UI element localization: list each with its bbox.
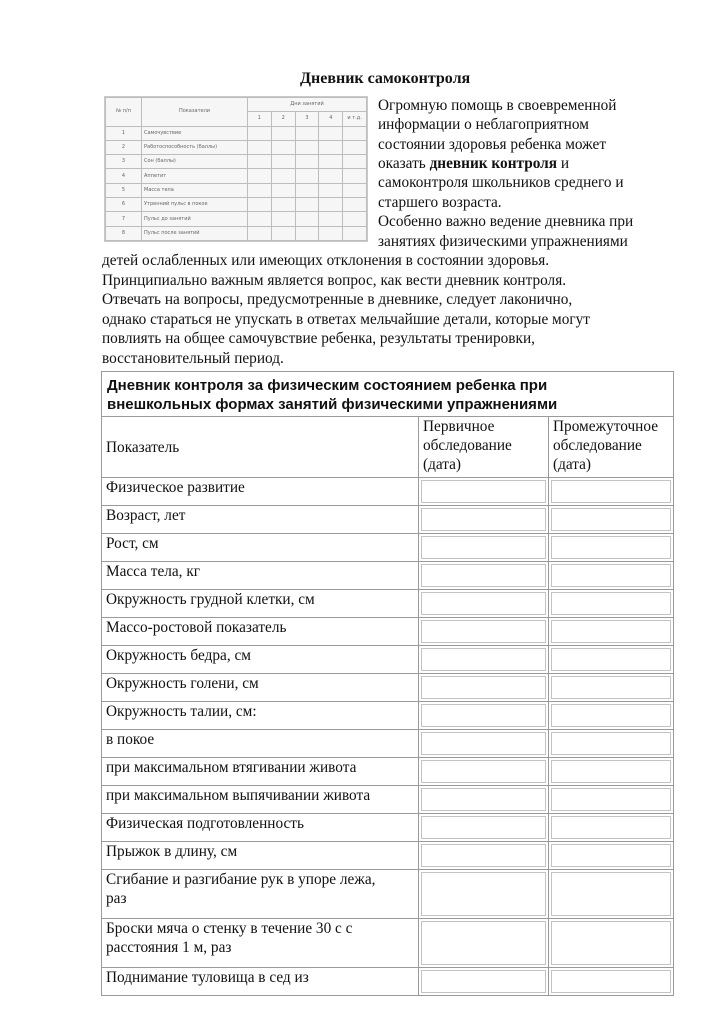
primary-cell[interactable] <box>421 564 546 587</box>
table-row: Масса тела, кг <box>102 562 674 590</box>
primary-cell[interactable] <box>421 760 546 783</box>
header-indicator: Показатель <box>102 417 419 478</box>
thumb-day: 3 <box>295 112 319 126</box>
interim-cell[interactable] <box>551 816 671 839</box>
table-row: Окружность талии, см: <box>102 702 674 730</box>
interim-cell[interactable] <box>551 536 671 559</box>
thumb-row: 1 Самочувствие <box>106 126 367 140</box>
intro-line: Принципиально важным является вопрос, как вести дневник контроля. <box>102 272 567 289</box>
primary-cell[interactable] <box>421 536 546 559</box>
table-row: Окружность бедра, см <box>102 646 674 674</box>
table-row: Окружность голени, см <box>102 674 674 702</box>
table-row: Прыжок в длину, см <box>102 842 674 870</box>
thumb-col-num: № п/п <box>106 98 142 127</box>
table-row: Физическая подготовленность <box>102 814 674 842</box>
thumb-row: 4 Аппетит <box>106 169 367 183</box>
interim-cell[interactable] <box>551 872 671 916</box>
primary-cell[interactable] <box>421 508 546 531</box>
interim-cell[interactable] <box>551 788 671 811</box>
intro-line: Огромную помощь в своевременной <box>378 97 617 114</box>
primary-cell[interactable] <box>421 592 546 615</box>
interim-cell[interactable] <box>551 648 671 671</box>
table-row: Возраст, лет <box>102 506 674 534</box>
table-row: Массо-ростовой показатель <box>102 618 674 646</box>
thumb-row: 8 Пульс после занятий <box>106 226 367 240</box>
thumb-day: и т.д. <box>343 112 367 126</box>
intro-line: информации о неблагоприятном <box>378 116 589 133</box>
interim-cell[interactable] <box>551 732 671 755</box>
thumb-row: 7 Пульс до занятий <box>106 212 367 226</box>
header-interim: Промежуточное обследование (дата) <box>549 417 674 478</box>
primary-cell[interactable] <box>421 676 546 699</box>
table-row: при максимальном выпячивании живота <box>102 786 674 814</box>
table-row: Окружность грудной клетки, см <box>102 590 674 618</box>
table-row: в покое <box>102 730 674 758</box>
intro-line: самоконтроля школьников среднего и <box>378 174 624 191</box>
scanned-table-image <box>104 96 368 242</box>
thumb-day: 1 <box>248 112 272 126</box>
intro-line: восстановительный период. <box>102 350 284 367</box>
interim-cell[interactable] <box>551 921 671 965</box>
primary-cell[interactable] <box>421 732 546 755</box>
intro-line: Особенно важно ведение дневника при <box>378 213 634 230</box>
table-row: Поднимание туловища в сед из <box>102 968 674 996</box>
primary-cell[interactable] <box>421 620 546 643</box>
thumb-day: 2 <box>271 112 295 126</box>
interim-cell[interactable] <box>551 760 671 783</box>
table-caption: Дневник контроля за физическим состоянием ребенка при внешкольных формах занятий физическими упражнениями <box>102 372 674 417</box>
primary-cell[interactable] <box>421 970 546 993</box>
interim-cell[interactable] <box>551 564 671 587</box>
interim-cell[interactable] <box>551 704 671 727</box>
intro-line: Отвечать на вопросы, предусмотренные в дневнике, следует лаконично, <box>102 291 573 308</box>
table-row: Броски мяча о стенку в течение 30 с с расстояния 1 м, раз <box>102 919 674 968</box>
primary-cell[interactable] <box>421 872 546 916</box>
intro-line: детей ослабленных или имеющих отклонения в состоянии здоровья. <box>102 252 550 269</box>
primary-cell[interactable] <box>421 480 546 503</box>
intro-line: состоянии здоровья ребенка может <box>378 136 607 153</box>
thumb-day: 4 <box>319 112 343 126</box>
interim-cell[interactable] <box>551 620 671 643</box>
interim-cell[interactable] <box>551 508 671 531</box>
table-row: Рост, см <box>102 534 674 562</box>
primary-cell[interactable] <box>421 921 546 965</box>
control-table <box>101 371 674 996</box>
bold-term: дневник контроля <box>429 155 558 172</box>
interim-cell[interactable] <box>551 592 671 615</box>
thumb-row: 6 Утренний пульс в покое <box>106 198 367 212</box>
primary-cell[interactable] <box>421 816 546 839</box>
page-title: Дневник самоконтроля <box>300 70 471 87</box>
thumb-row: 3 Сон (баллы) <box>106 155 367 169</box>
interim-cell[interactable] <box>551 844 671 867</box>
primary-cell[interactable] <box>421 844 546 867</box>
header-primary: Первичное обследование (дата) <box>419 417 549 478</box>
intro-line: занятиях физическими упражнениями <box>378 233 628 250</box>
thumb-col-indicator: Показатели <box>142 98 248 127</box>
interim-cell[interactable] <box>551 480 671 503</box>
table-row: Сгибание и разгибание рук в упоре лежа, раз <box>102 870 674 919</box>
table-row: Физическое развитие <box>102 478 674 506</box>
table-row: при максимальном втягивании живота <box>102 758 674 786</box>
intro-line: оказать дневник контроля и <box>378 155 570 172</box>
interim-cell[interactable] <box>551 970 671 993</box>
intro-line: повлиять на общее самочувствие ребенка, результаты тренировки, <box>102 330 535 347</box>
primary-cell[interactable] <box>421 704 546 727</box>
primary-cell[interactable] <box>421 648 546 671</box>
thumb-row: 2 Работоспособность (баллы) <box>106 140 367 154</box>
thumb-row: 5 Масса тела <box>106 183 367 197</box>
intro-line: однако стараться не упускать в ответах мельчайшие детали, которые могут <box>102 311 590 328</box>
interim-cell[interactable] <box>551 676 671 699</box>
primary-cell[interactable] <box>421 788 546 811</box>
intro-line: старшего возраста. <box>378 194 502 211</box>
thumb-col-days: Дни занятий <box>248 98 367 112</box>
